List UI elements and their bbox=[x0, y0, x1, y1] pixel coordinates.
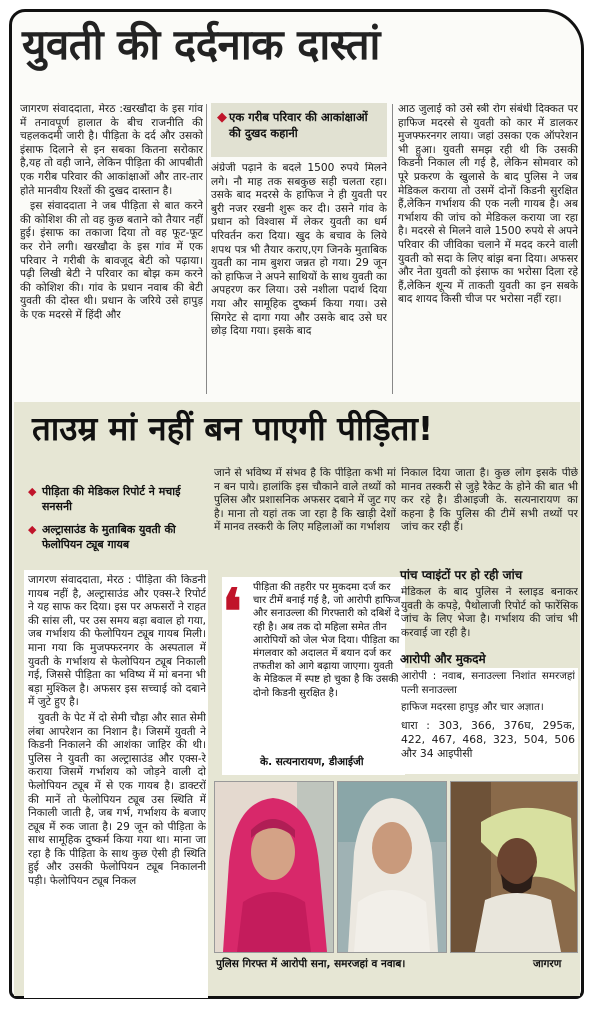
accused-text-2: हाफिज मदरसा हापुड़ और चार अज्ञात। bbox=[401, 701, 544, 713]
bullet-item bbox=[28, 484, 206, 514]
photo-credit: जागरण bbox=[533, 958, 562, 970]
bottom-col1-para-1: जागरण संवाददाता, मेरठ : पीड़िता की किडनी गायब नहीं है, अल्ट्रासाउंड और एक्स-रे रिपोर्ट ने यह साफ कर दिया। इस पर अफसरों ने राहत की सांस ली, पर उस समय बड़ा बवाल हो गया, जब गर्भाशय की फेलोपियन ट्यूब गायब मिली। माना गया कि मुजफ्फरनगर के अस्पताल में युवती के गर्भाशय से फेलोपियन ट्यूब निकाली गई, जिससे पीड़िता का भविष्य में मां बनना भी बड़ा मुश्किल है। अफसर इस सच्चाई को दबाने में जुटे हुए है। bbox=[28, 574, 206, 709]
bottom-col1-para-2: युवती के पेट में दो सेमी चौड़ा और सात सेमी लंबा आपरेशन का निशान है। जिसमें युवती ने किडनी निकालने की आशंका जाहिर की थी। पुलिस ने युवती का अल्ट्रासाउंड और एक्स-रे कराया जिसमें गर्भाशय को जोड़ने वाली दो फेलोपियन ट्यूब में से एक गायब है। डाक्टरों की मानें तो फेलोपियन ट्यूब उस स्थिति में निकाली जाती है, जब गर्भ, गर्भाशय के बजाए ट्यूब में रुक जाता है। 29 जून को पीड़िता के साथ सामूहिक दुष्कर्म किया गया था। माना जा रहा है कि पीड़िता के साथ कुछ ऐसी ही स्थिति हुई और उसकी फेलोपियन ट्यूब निकालनी पड़ी। फेलोपियन ट्यूब निकल bbox=[28, 711, 206, 888]
top-column-1 bbox=[20, 103, 203, 395]
top-column-3 bbox=[398, 103, 578, 395]
bottom-column-3-top bbox=[401, 467, 578, 563]
bullet-icon: ◆ bbox=[28, 523, 37, 536]
bullet-text: अल्ट्रासाउंड के मुताबिक युवती की फेलोपियन ट्यूब गायब bbox=[42, 523, 176, 551]
bullet-icon: ◆ bbox=[28, 485, 37, 498]
bottom-col2-text: जाने से भविष्य में संभव है कि पीड़िता कभी मां न बन पाये। हालांकि इस चौकाने वाले तथ्यों को पुलिस और प्रशासनिक अफसर दबाने में जुट गए है। माना तो यहां तक जा रहा है कि खाड़ी देशों में मानव तस्करी के लिए महिलाओं का गर्भाशय bbox=[214, 467, 396, 534]
accused-text: आरोपी : नवाब, सनाउल्ला निशांत समरजहां पत्नी सनाउल्ला bbox=[401, 670, 575, 696]
top-col1-para-1: जागरण संवाददाता, मेरठ :खरखौदा के इस गांव में तनावपूर्ण हालात के बीच राजनीति की चहलकदमी जारी है। पीड़िता के दर्द और उसको इंसाफ दिलाने से इन सबका कितना सरोकार है,यह तो वही जाने, लेकिन पीड़िता की आपबीती एक गरीब परिवार की आकांक्षाओं और तार-तार होते मानवीय रिश्तों की दुखद दास्तान है। bbox=[20, 103, 203, 197]
bullet-list bbox=[28, 484, 206, 560]
sections-text: धारा : 303, 366, 376घ, 295क, 422, 467, 468, 323, 504, 506 और 34 आइपीसी bbox=[401, 719, 575, 760]
photo-accused-nawab bbox=[450, 781, 578, 953]
photo-caption: पुलिस गिरफ्त में आरोपी सना, समरजहां व नवाब। bbox=[216, 958, 406, 970]
highlight-box bbox=[211, 103, 387, 157]
photo-accused-sana bbox=[214, 781, 334, 953]
photo-accused-samarjahan-image bbox=[338, 782, 446, 952]
top-col2-text: अंग्रेजी पढ़ाने के बदले 1500 रुपये मिलने लगे। नौ माह तक सबकुछ सही चलता रहा। उसके बाद मदरसे के हाफिज ने ही युवती पर बुरी नजर रखनी शुरू कर दी। उसने गांव के प्रधान को विश्वास में लेकर युवती का धर्म परिवर्तन करा दिया। खुद के बचाव के लिये शपथ पत्र भी तैयार कराए,एग जिनके मुताबिक युवती का नाम बुशरा जन्नत हो गया। 29 जून को हाफिज ने अपने साथियों के साथ युवती का अपहरण कर लिया। उसे नशीला पदार्थ दिया गया और सामूहिक दुष्कर्म किया गया। उसे सिगरेट से दागा गया और उसके बाद उसे घर छोड़ दिया गया। इसके बाद bbox=[211, 162, 387, 338]
highlight-text: एक गरीब परिवार की आकांक्षाओं की दुखद कहानी bbox=[229, 110, 368, 140]
quote-signature: के. सत्यनारायण, डीआईजी bbox=[260, 756, 364, 768]
probe-text-block bbox=[401, 586, 578, 644]
photo-accused-sana-image bbox=[215, 782, 333, 952]
top-col1-para-2: इस संवाददाता ने जब पीड़िता से बात करने की कोशिश की तो वह कुछ बताने को तैयार नहीं हुई। इंसाफ का तकाजा दिया तो वह फूट-फूट कर रोने लगी। खरखौदा के इस गांव में एक परिवार ने गरीबी के बावजूद बेटी को पढ़ाया। पढ़ी लिखी बेटी ने परिवार का बोझ कम करने की कोशिश की। गांव के प्रधान नवाब की बेटी युवती की दोस्त थी। प्रधान के जरिये उसे हापुड़ के एक मदरसे में हिंदी और bbox=[20, 200, 203, 321]
main-headline: युवती की दर्दनाक दास्तां bbox=[22, 20, 380, 69]
probe-subhead: पांच प्वाइंटों पर हो रही जांच bbox=[400, 568, 523, 582]
bullet-text: पीड़िता की मेडिकल रिपोर्ट ने मचाई सनसनी bbox=[42, 485, 181, 513]
bottom-col3-text: निकाल दिया जाता है। कुछ लोग इसके पीछे मानव तस्करी से जुड़े रैकेट के होने की बात भी कर रहे है। डीआइजी के. सत्यनारायण का कहना है कि पुलिस की टीमें सभी तथ्यों पर जांच कर रही हैं। bbox=[401, 467, 578, 534]
probe-text: मेडिकल के बाद पुलिस ने स्लाइड बनाकर युवती के कपड़े, पैथोलाजी रिपोर्ट को फारेंसिक जांच के लिए भेजा है। गर्भाशय की जांच भी करवाई जा रही है। bbox=[401, 586, 578, 639]
top-col3-text: आठ जुलाई को उसे स्त्री रोग संबंधी दिक्कत पर हाफिज मदरसे से युवती को कार में डालकर मुजफ्फरनगर लाया। जहां उसका एक ऑपरेशन भी हुआ। युवती समझ रही थी कि उसकी किडनी निकाल ली गई है, लेकिन सोमवार को पूरे प्रकरण के खुलासे के बाद पुलिस ने जब मेडिकल कराया तो उसमें दोनों किडनी सुरक्षित हैं,लेकिन गर्भाशय की एक नली गायब है। अब गर्भाशय की जांच को मेडिकल कराया जा रहा है। मदरसे से मिलने वाले 1500 रुपये से अपने परिवार की जीविका चलाने में मदद करने वाली युवती को सदा के लिए बांझ बना दिया। अफसर और नेता युवती को इंसाफ का भरोसा दिला रहे हैं,लेकिन शून्य में ताकती युवती का इन सबके बाद शायद किसी चीज पर भरोसा नहीं रहा। bbox=[398, 103, 578, 306]
column-divider bbox=[392, 104, 393, 394]
accused-subhead: आरोपी और मुकदमे bbox=[400, 652, 486, 666]
column-divider bbox=[206, 104, 207, 394]
dig-quote-box bbox=[222, 577, 405, 775]
bullet-icon: ◆ bbox=[217, 110, 227, 125]
quote-mark-icon: ❛ bbox=[222, 575, 242, 648]
top-column-2 bbox=[211, 162, 387, 394]
photo-accused-samarjahan bbox=[337, 781, 447, 953]
bullet-item bbox=[28, 522, 206, 552]
bottom-column-2-top bbox=[214, 467, 396, 573]
quote-text: पीड़िता की तहरीर पर मुकदमा दर्ज कर चार टीमें बनाई गई है, जो आरोपी हाफिज और सनाउल्ला की गिरफ्तारी को दबिशें दे रही है। अब तक दो महिला समेत तीन आरोपियों को जेल भेज दिया। पीड़िता का मंगलवार को अदालत में बयान दर्ज कर तफतीश को आगे बढ़ाया जाएगा। युवती के मेडिकल में स्पष्ट हो चुका है कि उसकी दोनो किडनी सुरक्षित है। bbox=[253, 582, 401, 699]
accused-list bbox=[401, 670, 575, 700]
accused-list-2 bbox=[401, 701, 575, 716]
photo-accused-nawab-image bbox=[451, 782, 577, 952]
sections-list bbox=[401, 719, 575, 771]
bottom-column-1 bbox=[28, 574, 206, 992]
second-headline: ताउम्र मां नहीं बन पाएगी पीड़िता! bbox=[32, 409, 434, 448]
